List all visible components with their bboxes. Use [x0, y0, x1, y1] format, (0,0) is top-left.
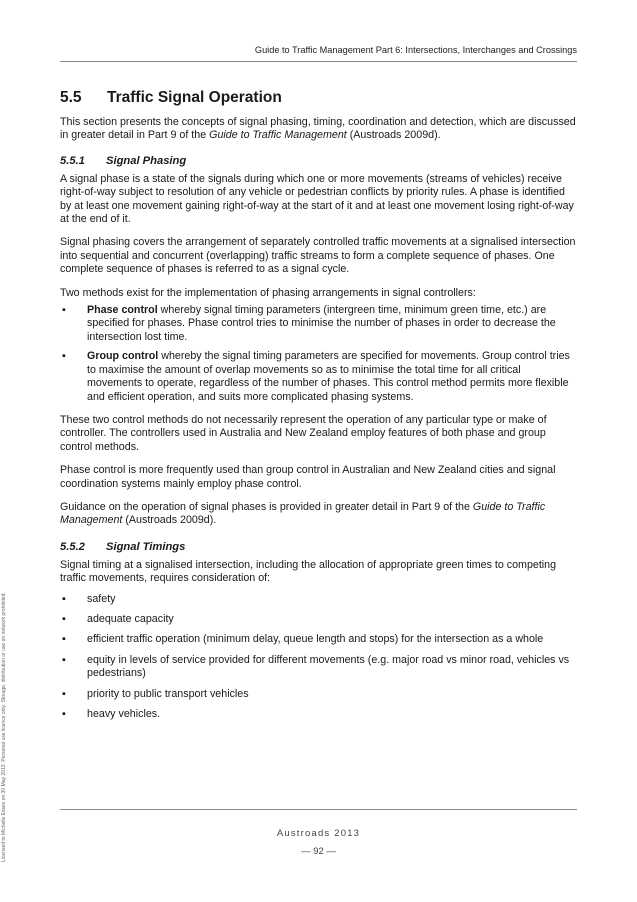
subsection-number: 5.5.2 [60, 540, 85, 553]
subsection-title: Signal Timings [106, 540, 186, 553]
subsection-number: 5.5.1 [60, 154, 85, 167]
section-title: Traffic Signal Operation [107, 89, 282, 106]
bullet-icon: ▪ [62, 592, 66, 605]
list-item: ▪ safety [62, 592, 116, 605]
bullet-icon: ▪ [62, 687, 66, 700]
bullet-icon: ▪ [62, 350, 66, 363]
bullet-icon: ▪ [62, 653, 66, 666]
subsection-heading-timings [60, 540, 577, 554]
header-rule [60, 61, 577, 62]
paragraph: A signal phase is a state of the signals during which one or more movements (streams of vehicles) receive right-of-way subject to resolution of any vehicle or pedestrian conflicts by priority rules. A phase is identified by at least one movement gaining right-of-way at the start of it and at least one movement losing right-of-way at the end of it. [60, 172, 574, 226]
bullet-icon: ▪ [62, 633, 66, 646]
list-item: ▪ priority to public transport vehicles [62, 687, 249, 700]
paragraph: Guidance on the operation of signal phases is provided in greater detail in Part 9 of the Guide to Traffic Management (Austroads 2009d). [60, 500, 546, 527]
bullet-icon: ▪ [62, 304, 66, 317]
list-item: ▪ Phase control whereby signal timing parameters (intergreen time, minimum green time, etc.) are specified for phases. Phase control tries to minimise the number of phases in order to decrease the intersection lost time. [62, 304, 556, 343]
list-item: ▪ Group control whereby the signal timing parameters are specified for movements. Group control tries to maximise the amount of overlap movements so as to minimise the total time for all critical movements to operate, regardless of the number of phases. This control method permits more flexible and efficient operation, and suits more complicated phasing systems. [62, 350, 570, 403]
list-item: ▪ efficient traffic operation (minimum delay, queue length and stops) for the intersection as a whole [62, 633, 544, 646]
subsection-heading-phasing [60, 154, 577, 168]
section-number: 5.5 [60, 89, 82, 106]
paragraph: These two control methods do not necessarily represent the operation of any particular type or make of controller. The controllers used in Australia and New Zealand employ features of both phase and group control methods. [60, 413, 547, 453]
page-content [60, 88, 577, 731]
footer-rule [60, 809, 577, 810]
running-header: Guide to Traffic Management Part 6: Intersections, Interchanges and Crossings [254, 45, 577, 55]
list-item: ▪ adequate capacity [62, 612, 174, 625]
control-methods-list [60, 304, 577, 404]
section-intro: This section presents the concepts of signal phasing, timing, coordination and detection, which are discussed in greater detail in Part 9 of the Guide to Traffic Management (Austroads 2009d). [60, 116, 576, 142]
timing-considerations-list [60, 593, 577, 722]
subsection-title: Signal Phasing [106, 154, 187, 167]
bullet-icon: ▪ [62, 612, 66, 625]
licence-side-note: Licensed to Michelle Essex on 30 May 2013. Personal use licence only. Storage, distribution or use on network prohibited. [1, 592, 7, 862]
paragraph: Signal phasing covers the arrangement of separately controlled traffic movements at a signalised intersection into sequential and concurrent (overlapping) traffic streams to form a complete sequence of phases. One complete sequence of phases is referred to as a signal cycle. [60, 236, 576, 276]
list-item: ▪ equity in levels of service provided for different movements (e.g. major road vs minor road, vehicles vs pedestrians) [62, 653, 570, 680]
section-heading [60, 88, 577, 108]
list-item: ▪ heavy vehicles. [62, 708, 161, 720]
paragraph: Phase control is more frequently used than group control in Australian and New Zealand cities and signal coordination systems mainly employ phase control. [60, 464, 556, 490]
footer-organisation: Austroads 2013 [276, 828, 361, 839]
page-number: — 92 — [301, 846, 336, 857]
paragraph: Signal timing at a signalised intersection, including the allocation of appropriate green times to competing traffic movements, requires consideration of: [60, 558, 557, 585]
paragraph: Two methods exist for the implementation of phasing arrangements in signal controllers: [60, 286, 476, 299]
bullet-icon: ▪ [62, 708, 66, 720]
